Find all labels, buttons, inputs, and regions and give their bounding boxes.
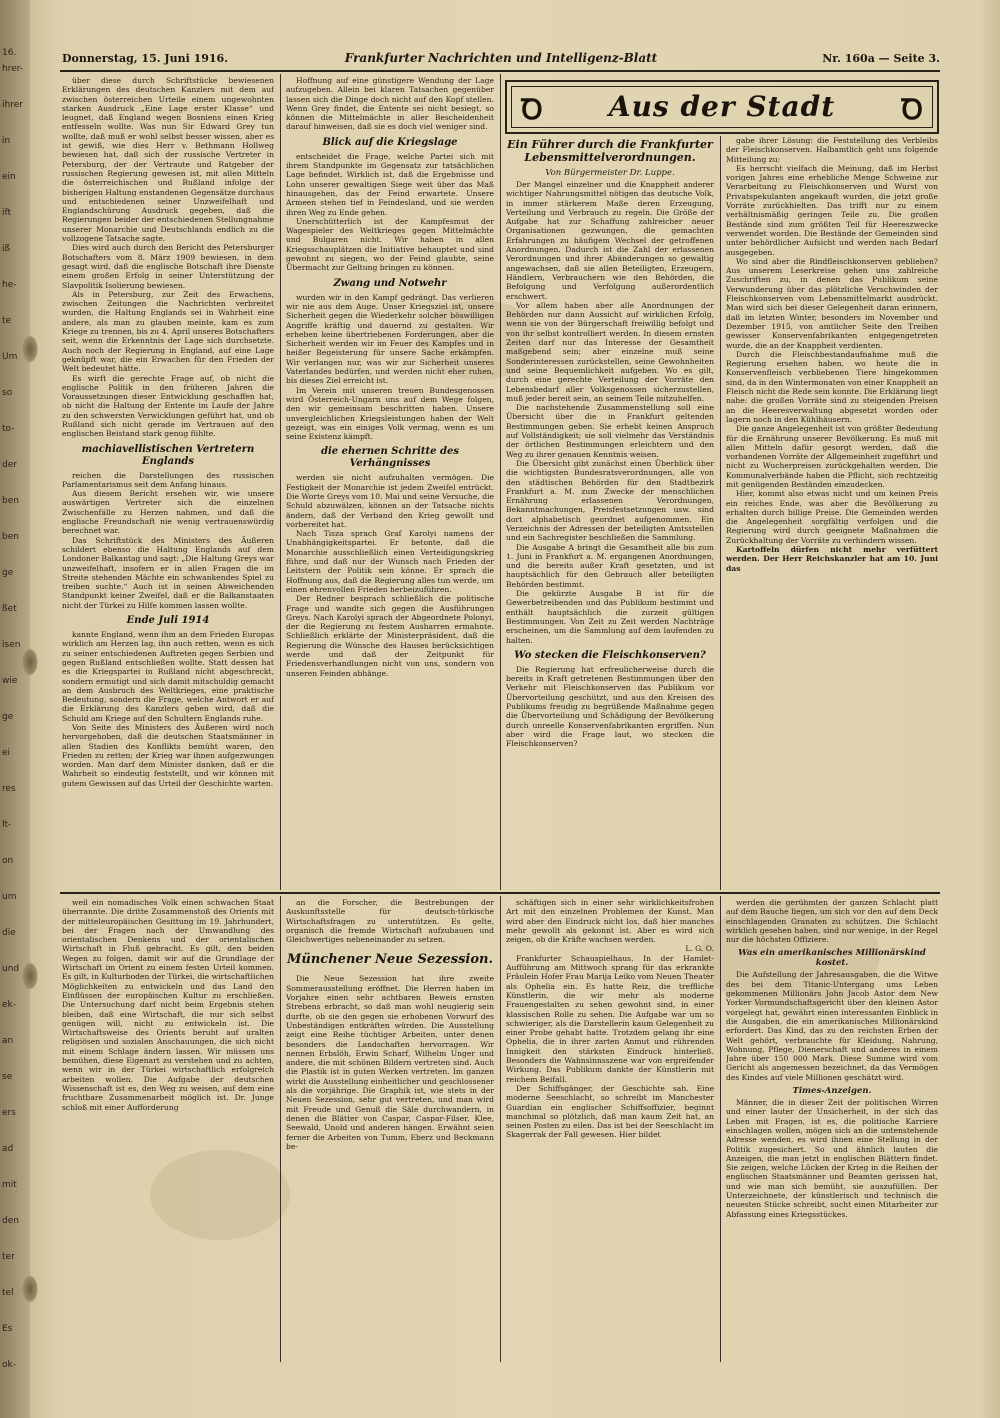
paragraph: Wo sind aber die Rindfleischkonserven geblieben? Aus unserem Leserkreise gehen uns zahlreiche Zuschriften zu, in denen das Publikum seine Verwunderung über das plötzliche Verschwinden der Fleischkonserven vom Lebensmittelmarkt ausdrückt. Man wird sich bei dieser Gelegenheit daran erinnern, daß im letzten Winter, besonders im November und Dezember 1915, von amtlicher Seite den Treiben gewisser Konservenfabrikanten entgegengetreten wurde, die an der Knappheit verdienten. bbox=[726, 256, 938, 350]
gutter-fragment: mit bbox=[2, 1180, 17, 1190]
gutter-page-fragment: 16. bbox=[2, 48, 17, 58]
column-rule bbox=[500, 896, 501, 1362]
paragraph: Nach Tisza sprach Graf Karolyi namens der Unabhängigkeitspartei. Er betonte, daß die Monarchie ausschließlich einen Verteidigungskrieg führe, und daß nur der Wunsch nach Frieden der Leitstern der Politik sein könne. Er sprach die Hoffnung aus, daß die Regierung alles tun werde, um einen ehrenvollen Frieden herbeizuführen. bbox=[286, 529, 494, 594]
gutter-fragment: to- bbox=[2, 424, 15, 434]
binding-hole bbox=[22, 962, 38, 990]
column-rule bbox=[720, 896, 721, 1362]
paragraph: Dies wird auch durch den Bericht des Petersburger Botschafters vom 8. März 1909 bewiesen, in dem gesagt wird, daß die englische Botschaft ihre Dienste einem großen Erfolg in seiner Unterstützung der Slavpolitik Isolierung bewiesen. bbox=[62, 243, 274, 290]
paragraph: Hier, kommt also etwas nicht und um keinen Preis ein reiches Ende, was aber die Bevölkerung zu erhalten durch billige Preise. Die Gemeinden werden die Angelegenheit sorgfältig verfolgen und die Regierung wird durch geeignete Maßnahmen die Zurückhaltung der Vorräte zu verhindern wissen. bbox=[726, 489, 938, 545]
paragraph: Die Ausgabe A bringt die Gesamtheit alle bis zum 1. Juni in Frankfurt a. M. ergangenen Anordnungen, und die bereits außer Kraft gesetzten, und ist hauptsächlich für den Gebrauch aller beteiligten Behörden bestimmt. bbox=[506, 542, 714, 589]
paragraph: Die Regierung hat erfreulicherweise durch die bereits in Kraft getretenen Bestimmungen über den Verkehr mit Fleischkonserven das Publikum vor Übervorteilung geschützt, und aus den Kreisen des Publikums freudig zu begrüßende Maßnahme gegen die Übervorteilung und Schädigung der Bevölkerung durch unreelle Konservenfabrikanten ergriffen. Nun aber wird die Frage laut, wo stecken die Fleischkonserven? bbox=[506, 664, 714, 749]
gutter-fragment: in bbox=[2, 136, 11, 146]
ornament-left: Ꝺ bbox=[521, 93, 543, 126]
bottom-column-3 bbox=[506, 898, 714, 1360]
gutter-fragment: ok- bbox=[2, 1360, 16, 1370]
byline: Von Bürgermeister Dr. Luppe. bbox=[545, 168, 675, 178]
column-rule bbox=[720, 136, 721, 890]
paragraph: Hoffnung auf eine günstigere Wendung der Lage aufzugeben. Allein bei klaren Tatsachen gegenüber lassen sich die Dinge doch nicht auf den Kopf stellen. Wenn Grey findet, die Entente sei nicht besiegt, so können die Mittelmächte in aller Bescheidenheit darauf hinweisen, daß sie es doch viel weniger sind. bbox=[286, 76, 494, 132]
gutter-fragment: ei bbox=[2, 748, 11, 758]
paragraph: werden sie nicht aufzuhalten vermögen. Die Festigkeit der Monarchie ist jedem Zweifel entrückt. Die Worte Greys vom 10. Mai und seine Versuche, die Schuld abzuwälzen, können an der Tatsache nichts ändern, daß der Verband den Krieg gewollt und vorbereitet hat. bbox=[286, 473, 494, 529]
bottom-column-4 bbox=[726, 898, 938, 1360]
gutter-fragment: ers bbox=[2, 1108, 16, 1118]
subheading: machiavellistischen Vertretern Englands bbox=[81, 443, 255, 467]
paragraph: Das Schriftstück des Ministers des Äußeren schildert ebenso die Haltung Englands auf dem Londoner Balkantag und sagt: „Die Haltung Greys war unzweifelhaft, insofern er in allen Fragen die im Streite stehenden Mächte ein schwankendes Spiel zu treiben suchte.“ Auch ist in seinen Abweichenden Standpunkt keiner Zweifel, daß er die Balkanstaaten nicht der Türkei zu Hilfe kommen lassen wollte. bbox=[62, 535, 274, 610]
subheading: Wo stecken die Fleischkonserven? bbox=[514, 649, 706, 661]
paragraph: Kartoffeln dürfen nicht mehr verfüttert werden. Der Herr Reichskanzler hat am 10. Juni das bbox=[726, 545, 938, 573]
bottom-column-2 bbox=[286, 898, 494, 1360]
subheading: Blick auf die Kriegslage bbox=[322, 136, 458, 148]
signature: L. G. O. bbox=[685, 944, 714, 954]
paragraph: werden die gerühmten der ganzen Schlacht platt auf dem Bauche liegen, um sich vor den auf dem Deck einschlagenden Granaten zu schützen. Die Schlacht wirklich gesehen haben, sind nur wenige, in der Regel nur die höchsten Offiziere. bbox=[726, 898, 938, 945]
gutter-fragment: ge bbox=[2, 568, 14, 578]
ornament-right: Ꝺ bbox=[901, 93, 923, 126]
bottom-column-1 bbox=[62, 898, 274, 1360]
paragraph: Die Aufstellung der Jahresausgaben, die die Witwe des bei dem Titanic-Untergang ums Leben gekommenen Millionärs John Jacob Astor dem New Yorker Vormundschaftsgericht über den kleinen Astor vorgelegt hat, gewährt einen interessanten Einblick in die Ausgaben, die ein amerikanisches Millionärskind erfordert. Das Kind, das zu den reichsten Erben der Welt gehört, verbrauchte für Kleidung, Nahrung, Wohnung, Pflege, Dienerschaft und anderes in einem Jahre über 150 000 Mark. Diese Summe wird vom Gericht als angemessen bezeichnet, da das Vermögen des Kindes auf viele Millionen geschätzt wird. bbox=[726, 970, 938, 1082]
paragraph: kannte England, wenn ihm an dem Frieden Europas wirklich am Herzen lag, ihn auch retten, wenn es sich zu seiner entschiedenen Auftreten gegen Serbien und gegen Rußland entschließen wollte. Statt dessen hat es die Kriegspartei in Rußland nicht abgeschreckt, sondern ermutigt und sich damit mitschuldig gemacht an dem Ausbruch des Weltkrieges, eine praktische Bedeutung, sondern die Frage, welche Antwort er auf die Erklärung des Kanzlers geben wird, daß die Schuld am Kriege auf den Schultern Englands ruhe. bbox=[62, 630, 274, 723]
gutter-fragment: ihrer bbox=[2, 100, 23, 110]
gutter-fragment: die bbox=[2, 928, 16, 938]
paragraph: Unerschütterlich ist der Kampfesmut der Wagespieler des Weltkrieges gegen Mittelmächte und Bulgaren nicht. Wir haben in allen Kriegsschauplätzen die Initiative behauptet und sind gewohnt zu siegen, wo der Feind glaubte, seine Übermacht zur Geltung bringen zu können. bbox=[286, 216, 494, 273]
section-title: Aus der Stadt bbox=[608, 90, 836, 123]
paragraph: Es herrscht vielfach die Meinung, daß im Herbst vorigen Jahres eine erhebliche Menge Schweine zur Verarbeitung zu Fleischkonserven und Wurst von Privatspekulanten angekauft wurden, die jetzt große Vorräte zurückhielten. Das trifft nur zu einem verhältnismäßig geringen Teile zu. Die großen Bestände sind zum größten Teil für Heereszwecke verwendet worden. Die Bestände der Gemeinden sind unter behördlicher Aufsicht und werden nach Bedarf ausgegeben. bbox=[726, 163, 938, 257]
paragraph: Frankfurter Schauspielhaus. In der Hamlet-Aufführung am Mittwoch sprang für das erkrankte Fräulein Hofer Frau Marija Leiko vom Neuen Theater als Ophelia ein. Es hatte Reiz, die treffliche Künstlerin, die wir mehr als moderne Frauengestalten zu sehen gewohnt sind, in einer klassischen Rolle zu sehen. Die Aufgabe war um so schwieriger, als die Darstellerin kaum Gelegenheit zu einer Probe gehabt hatte. Trotzdem gelang ihr eine Ophelia, die in ihrer zarten Anmut und rührenden Innigkeit den stärksten Eindruck hinterließ. Besonders die Wahnsinnsszene war von ergreifender Wirkung. Das Publikum dankte der Künstlerin mit reichem Beifall. bbox=[506, 953, 714, 1084]
gutter-fragment: ein bbox=[2, 172, 16, 182]
paragraph: Männer, die in dieser Zeit der politischen Wirren und einer lauter der Unsicherheit, in der sich das Leben mit Fragen, ist es, die politische Karriere einschlagen wollen, mögen sich an die untenstehende Adresse wenden, es wird ihnen eine Stellung in der Politik zugesichert. So und ähnlich lauten die Anzeigen, die man jetzt in englischen Blättern findet. Sie zeigen, welche Lücken der Krieg in die Reihen der englischen Staatsmänner und Beamten gerissen hat, und wie man sich bemüht, sie auszufüllen. Der Unterzeichnete, der künstlerisch und technisch die neuesten Stücke schreibt, sucht einen Mitarbeiter zur Abfassung eines Kriegsstückes. bbox=[726, 1098, 938, 1219]
paragraph: Es wirft die gerechte Frage auf, ob nicht die englische Politik in den früheren Jahren die Voraussetzungen dieser Entwicklung geschaffen hat, ob nicht die Haltung der Entente im Laufe der Jahre zu den schwersten Verwicklungen geführt hat, und ob Rußland sich nicht gerade im Vertrauen auf den englischen Beistand stark genug fühlte. bbox=[62, 373, 274, 439]
paragraph: Die Übersicht gibt zunächst einen Überblick über die wichtigsten Bundesratsverordnungen, alle von den städtischen Behörden für den Stadtbezirk Frankfurt a. M. zum Zwecke der menschlichen Ernährung erlassenen Verordnungen, Bekanntmachungen, Preisfestsetzungen usw. sind dort alphabetisch geordnet aufgenommen. Ein Verzeichnis der Adressen der beteiligten Amtsstellen und ein Sachregister beschließen die Sammlung. bbox=[506, 458, 714, 543]
gutter-fragment: um bbox=[2, 892, 17, 902]
article-title: Ein Führer durch die Frankfurter Lebensmittelverordnungen. bbox=[507, 138, 713, 164]
gutter-fragment: an bbox=[2, 1036, 14, 1046]
article-title: Münchener Neue Sezession. bbox=[287, 952, 493, 968]
paragraph: Aus diesem Bericht ersehen wir, wie unsere auswärtigen Vertreter sich die einzelnen Zwischenfälle zu Herzen nahmen, und daß die englische Freundschaft nie wenig vertrauenswürdig berechnet war. bbox=[62, 489, 274, 536]
gutter-fragment: ben bbox=[2, 496, 19, 506]
gutter-fragment: tel bbox=[2, 1288, 14, 1298]
gutter-fragment: ad bbox=[2, 1144, 14, 1154]
fold-rule bbox=[60, 892, 940, 894]
header-rule bbox=[60, 70, 940, 72]
gutter-fragment: ter bbox=[2, 1252, 15, 1262]
paragraph: reichen die Darstellungen des russischen Parlamentarismus seit dem Anfang hinaus. bbox=[62, 470, 274, 489]
left-gutter bbox=[0, 0, 30, 1418]
issue-date: Donnerstag, 15. Juni 1916. bbox=[62, 52, 229, 65]
paragraph: Die Neue Sezession hat ihre zweite Sommerausstellung eröffnet. Die Herren haben im Vorjahre einen sehr achtbaren Beweis ernsten Strebens erbracht, so daß man wohl neugierig sein durfte, ob sie den gegen sie erhobenen Vorwurf des Unbeständigen entkräften würden. Die Ausstellung zeigt eine Reihe tüchtiger Arbeiten, unter denen besonders die Landschaften hervorragen. Wir nennen Erbslöh, Erwin Scharf, Wilhelm Unger und andere, die mit schönen Bildern vertreten sind. Auch die Plastik ist in guten Werken vertreten. Im ganzen wirkt die Ausstellung einheitlicher und geschlossener als die vorjährige. Die Graphik ist, wie stets in der Neuen Sezession, sehr gut vertreten, und man wird mit Freude und Genuß die Säle durchwandern, in denen die Blätter von Caspar, Caspar-Filser, Klee, Seewald, Unold und anderen hängen. Erwähnt seien ferner die Arbeiten von Tumm, Eberz und Beckmann be- bbox=[286, 974, 494, 1151]
gutter-fragment: Um bbox=[2, 352, 18, 362]
paragraph: Als in Petersburg, zur Zeit des Erwachens, zwischen Zeitungen die Nachrichten verbreitet wurden, die Haltung Englands sei in Wahrheit eine andere, als man zu glauben meinte, kam es zum Kriege zu trennen, bis zu 4. April unseres Botschafters seit, wenn die Erkenntnis der Lage sich durchsetzte. Auch noch der Regierung in England, auf eine Lage geknüpft war, die ein Erwachen für den Frieden der Welt bedeutet hätte. bbox=[62, 289, 274, 374]
issue-number: Nr. 160a — Seite 3. bbox=[822, 52, 940, 65]
binding-hole bbox=[22, 335, 38, 363]
column-rule bbox=[500, 74, 501, 890]
subheading: Times-Anzeigen. bbox=[792, 1086, 872, 1097]
paragraph: Durch die Fleischbestandaufnahme muß die Regierung ersehen haben, wo heute die in Konservenfleisch verbliebenen Tiere hingekommen sind, da in den Wintermonaten von einer Knappheit an Fleisch nicht die Rede sein konnte. Die Erklärung liegt nahe: die großen Vorräte sind zu steigenden Preisen an die Heeresverwaltung abgesetzt worden oder lagern noch in den Kühlhäusern. bbox=[726, 349, 938, 424]
gutter-fragment: ben bbox=[2, 532, 19, 542]
subheading: die ehernen Schritte des Verhängnisses bbox=[321, 446, 459, 470]
gutter-fragment: wie bbox=[2, 676, 18, 686]
gutter-fragment: iß bbox=[2, 244, 11, 254]
paragraph: Die nachstehende Zusammenstellung soll eine Übersicht über die in Frankfurt geltenden Bestimmungen geben. Sie erhebt keinen Anspruch auf Vollständigkeit; sie soll vielmehr das Verständnis der örtlichen Bestimmungen erleichtern und den Weg zu ihrer genauen Kenntnis weisen. bbox=[506, 403, 714, 459]
subheading: Zwang und Notwehr bbox=[333, 277, 447, 289]
paragraph: Die gekürzte Ausgabe B ist für die Gewerbetreibenden und das Publikum bestimmt und enthält hauptsächlich die zurzeit gültigen Bestimmungen. Von Zeit zu Zeit werden Nachträge erscheinen, um die Sammlung auf dem laufenden zu halten. bbox=[506, 589, 714, 645]
gutter-fragment: res bbox=[2, 784, 16, 794]
paragraph: wurden wir in den Kampf gedrängt. Das verlieren wir nie aus dem Auge. Unser Kriegsziel ist, unsere Sicherheit gegen die Wiederkehr solcher böswilligen Angriffe kräftig und dauernd zu gestalten. Wir erheben keine übertriebenen Forderungen, aber die Sicherheit werden wir im Feuer des Kampfes und in heißer Begeisterung für unsere Sache erkämpfen. Wir verlangen nur, was wir zur Sicherheit unseres Vaterlandes bedürfen, und werden nicht eher ruhen, bis dieses Ziel erreicht ist. bbox=[286, 292, 494, 386]
paragraph: an die Forscher, die Bestrebungen der Auskunftsstelle für deutsch-türkische Wirtschaftsfragen zu unterstützen. Es gelte, organisch die fremde Wirtschaft aufzubauen und Gleichwertiges nebeneinander zu setzen. bbox=[286, 898, 494, 945]
column-rule bbox=[280, 74, 281, 890]
paragraph: weil ein nomadisches Volk einen schwachen Staat überrannte. Die dritte Zusammenstoß des Orients mit der mitteleuropäischen Gesittung im 19. Jahrhundert, bei der Fragen nach der Umwandlung des orientalischen Denkens und der orientalischen Wirtschaft in Fluß gebracht. Es gilt, den beiden Wegen zu folgen, damit wir auf die Grundlage der Wirtschaft im Orient zu einem festen Urteil kommen. Es gilt, in Kulturboden der Türkei, die wirtschaftlichen Möglichkeiten zu entwickeln und das Land den Einflüssen der europäischen Kultur zu erschließen. Die Untersuchung darf nicht beim Ergebnis stehen bleiben, daß eine Wirtschaft, die nur sich selbst genügen will, nicht zu entwickeln ist. Die Wirtschaftsweise des Orients beruht auf uralten religiösen und sozialen Anschauungen, die sich nicht mit einem Schlage ändern lassen. Wir müssen uns bemühen, diese Eigenart zu verstehen und zu achten, wenn wir in der Türkei wirtschaftlich erfolgreich arbeiten wollen. Die Aufgabe der deutschen Wissenschaft ist es, den Weg zu weisen, auf dem eine fruchtbare Zusammenarbeit möglich ist. Dr. Junge schloß mit einer Aufforderung bbox=[62, 898, 274, 1112]
paragraph: Im Verein mit unseren treuen Bundesgenossen wird Österreich-Ungarn uns auf dem Wege folgen, den wir gemeinsam beschritten haben. Unsere unvergleichlichen Kriegsleistungen haben der Welt gezeigt, was ein einiges Volk vermag, wenn es um seine Existenz kämpft. bbox=[286, 385, 494, 442]
paragraph: Der Mangel einzelner und die Knappheit anderer wichtiger Nahrungsmittel nötigen das deutsche Volk, in immer stärkerem Maße deren Erzeugung, Verteilung und Verbrauch zu regeln. Die Größe der Aufgabe hat zur Schaffung zahlreicher neuer Organisationen gezwungen, die gemachten Erfahrungen zu häufigem Wechsel der getroffenen Anordnungen. Dadurch ist die Zahl der erlassenen Verordnungen und ihrer Abänderungen so gewaltig angewachsen, daß sie allen Beteiligten, Erzeugern, Händlern, Verbrauchern wie den Behörden, die Befolgung und Verfolgung außerordentlich erschwert. bbox=[506, 180, 714, 301]
paragraph: Vor allem haben aber alle Anordnungen der Behörden nur dann Aussicht auf wirklichen Erfolg, wenn sie von der Bürgerschaft freiwillig befolgt und von ihr selbst kontrolliert werden. In diesem ernsten Zeiten darf nur das Interesse der Gesamtheit maßgebend sein; aber einzelne muß seine Sonderinteressen zurückstellen, seine Gewohnheiten und seine Bequemlichkeit aufgeben. Wo es gilt, durch eine gerechte Verteilung der Vorräte den Lebensbedarf aller Volksgenossen sicherzustellen, muß jeder bereit sein, an seinem Teile mitzuhelfen. bbox=[506, 300, 714, 403]
gutter-fragment: ge bbox=[2, 712, 14, 722]
column-3 bbox=[506, 136, 714, 888]
subheading: Was ein amerikanisches Millionärskind kostet. bbox=[738, 948, 926, 969]
column-4 bbox=[726, 136, 938, 888]
paragraph: gabe ihrer Lösung: die Feststellung des Verbleibs der Fleischkonserven. Halbamtlich geht uns folgende Mitteilung zu: bbox=[726, 136, 938, 164]
gutter-fragment: Es bbox=[2, 1324, 13, 1334]
page-header bbox=[62, 48, 940, 68]
gutter-fragment: te bbox=[2, 316, 12, 326]
gutter-fragment: on bbox=[2, 856, 14, 866]
paragraph: entscheidet die Frage, welche Partei sich mit ihrem Standpunkte im Gegensatz zur tatsächlichen Lage befindet. Wirklich ist, daß die Ergebnisse und Lohn unserer gewaltigen Siege weit über das Maß hinausgehen, das der Feind erwartete. Unsere Armeen stehen tief in Feindesland, und sie werden ihren Weg zu Ende gehen. bbox=[286, 151, 494, 217]
paragraph: schäftigen sich in einer sehr wirklichkeitsfrohen Art mit den einzelnen Problemen der Kunst. Man wird aber den Eindruck nicht los, daß hier manches mehr gewollt als gekonnt ist. Aber es wird sich zeigen, ob die Kräfte wachsen werden. bbox=[506, 898, 714, 945]
section-banner bbox=[505, 80, 939, 134]
gutter-fragment: ßet bbox=[2, 604, 17, 614]
column-rule bbox=[280, 896, 281, 1362]
paragraph: Der Redner besprach schließlich die politische Frage und wandte sich gegen die Ausführungen Greys. Nach Karolyi sprach der Abgeordnete Polonyi, der die Regierung zu festem Ausharren ermahnte. Schließlich erklärte der Ministerpräsident, daß die Regierung die Wünsche des Hauses berücksichtigen werde und daß der Zeitpunkt für Friedensverhandlungen nicht von uns, sondern von unseren Feinden abhänge. bbox=[286, 594, 494, 678]
binding-hole bbox=[22, 648, 38, 676]
gutter-fragment: der bbox=[2, 460, 17, 470]
paragraph: Die ganze Angelegenheit ist von größter Bedeutung für die Ernährung unserer Bevölkerung. Es muß mit allen Mitteln dafür gesorgt werden, daß die vorhandenen Vorräte der Allgemeinheit zugeführt und nicht zu Wucherpreisen zurückgehalten werden. Die Kommunalverbände haben die Pflicht, sich rechtzeitig mit genügenden Beständen einzudecken. bbox=[726, 424, 938, 489]
gutter-fragment: lt- bbox=[2, 820, 12, 830]
gutter-fragment: he- bbox=[2, 280, 17, 290]
binding-hole bbox=[22, 1275, 38, 1303]
masthead: Frankfurter Nachrichten und Intelligenz-Blatt bbox=[344, 51, 658, 65]
subheading: Ende Juli 1914 bbox=[126, 615, 210, 627]
gutter-fragment: isen bbox=[2, 640, 21, 650]
paragraph: Von Seite des Ministers des Äußeren wird noch hervorgehoben, daß die deutschen Staatsmänner in allen Stadien des Konflikts bemüht waren, den Frieden zu retten; der Krieg war ihnen aufgezwungen worden. Man darf dem Minister danken, daß er die Wahrheit so eindeutig feststellt, und wir können mit gutem Gewissen auf das Urteil der Geschichte warten. bbox=[62, 723, 274, 788]
gutter-fragment: se bbox=[2, 1072, 13, 1082]
column-2 bbox=[286, 76, 494, 888]
gutter-fragment: den bbox=[2, 1216, 19, 1226]
paragraph: über diese durch Schriftstücke bewiesenen Erklärungen des deutschen Kanzlers mit dem auf zwischen österreichen Urteile einem ungewohnten starken Ausdruck „Eine Lage erster Klasse“ und leugnet, daß England wegen Bosniens einen Krieg entfesseln wollte. Was nun Sir Edward Grey tun wollte, daß muß er wohl selbst besser wissen, aber es ist gewiß, wie dies Herr v. Bethmann Hollweg bewiesen hat, daß sich der russische Vertreter in Petersburg, der der Vertraute und Ratgeber der russischen Regierung gewesen ist, mit allen Mitteln die österreichischen und Rußland infolge der bisherigen Haltung enstandenen Gegensätze durchaus und entschiedenen seiner Unzweifelhaft und Englandschürung Ausdruck gegeben, daß die Regierungen beider der entschiedenen Stellungnahme unserer Monarchie und Deutschlands endlich zu die vollzogene Tatsache sagte. bbox=[62, 76, 274, 244]
column-1 bbox=[62, 76, 274, 888]
gutter-fragment: ek- bbox=[2, 1000, 16, 1010]
paragraph: Der Schiffsgänger, der Geschichte sah. Eine moderne Seeschlacht, so schreibt im Manchester Guardian ein englischer Schiffsoffizier, beginnt manchmal so plötzlich, daß man kaum Zeit hat, an seinen Posten zu eilen. Das ist bei der Seeschlacht im Skagerrak der Fall gewesen. Hier bildet bbox=[506, 1083, 714, 1140]
gutter-fragment: hrer- bbox=[2, 64, 24, 74]
gutter-fragment: ift bbox=[2, 208, 12, 218]
gutter-fragment: und bbox=[2, 964, 20, 974]
gutter-fragment: so bbox=[2, 388, 13, 398]
